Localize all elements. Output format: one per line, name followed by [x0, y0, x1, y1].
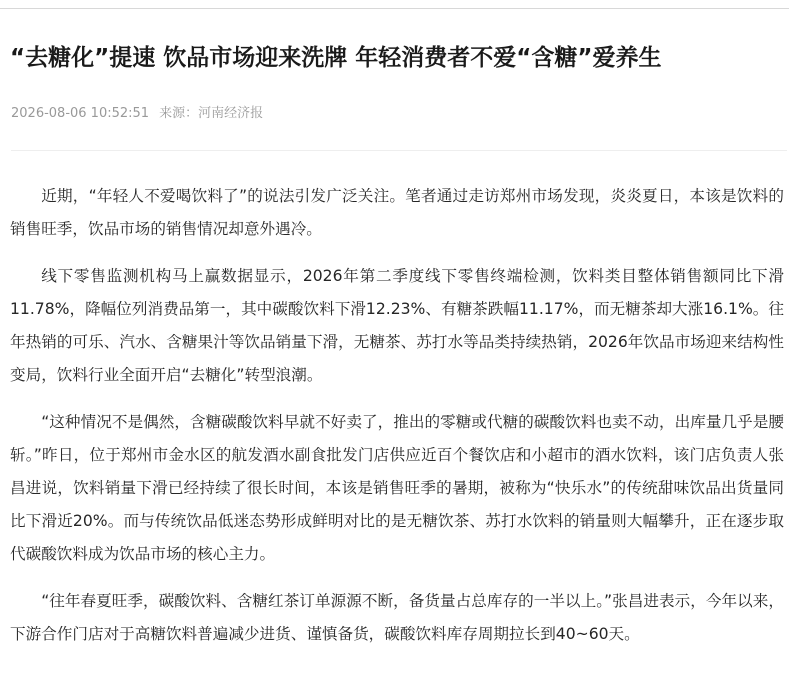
article-paragraph: “这种情况不是偶然，含糖碳酸饮料早就不好卖了，推出的零糖或代糖的碳酸饮料也卖不动，出库量几乎是腰斩。”昨日，位于郑州市金水区的航发酒水副食批发门店供应近百个餐饮店和小超市的酒水饮料，该门店负责人张昌进说，饮料销量下滑已经持续了很长时间，本该是销售旺季的暑期，被称为“快乐水”的传统甜味饮品出货量同比下滑近20%。而与传统饮品低迷态势形成鲜明对比的是无糖饮茶、苏打水饮料的销量则大幅攀升，正在逐步取代碳酸饮料成为饮品市场的核心主力。 — [10, 413, 784, 563]
article-paragraph: 近期，“年轻人不爱喝饮料了”的说法引发广泛关注。笔者通过走访郑州市场发现，炎炎夏日，本该是饮料的销售旺季，饮品市场的销售情况却意外遇冷。 — [10, 187, 784, 238]
article-title: “去糖化”提速 饮品市场迎来洗牌 年轻消费者不爱“含糖”爱养生 — [10, 45, 662, 71]
source-name: 河南经济报 — [198, 106, 264, 121]
article-paragraph: “往年春夏旺季，碳酸饮料、含糖红茶订单源源不断，备货量占总库存的一半以上。”张昌进表示，今年以来，下游合作门店对于高糖饮料普遍减少进货、谨慎备货，碳酸饮料库存周期拉长到40~60天。 — [10, 592, 784, 643]
article-meta — [11, 104, 263, 124]
source-label: 来源： — [159, 106, 199, 121]
article-body — [10, 180, 784, 665]
article-paragraph: 线下零售监测机构马上赢数据显示，2026年第二季度线下零售终端检测，饮料类目整体销售额同比下滑11.78%，降幅位列消费品第一，其中碳酸饮料下滑12.23%、有糖茶跌幅11.17%，而无糖茶却大涨16.1%。往年热销的可乐、汽水、含糖果汁等饮品销量下滑，无糖茶、苏打水等品类持续热销，2026年饮品市场迎来结构性变局，饮料行业全面开启“去糖化”转型浪潮。 — [10, 267, 784, 384]
top-divider — [0, 8, 789, 9]
meta-divider — [11, 150, 787, 151]
publish-datetime: 2026-08-06 10:52:51 — [11, 106, 150, 121]
